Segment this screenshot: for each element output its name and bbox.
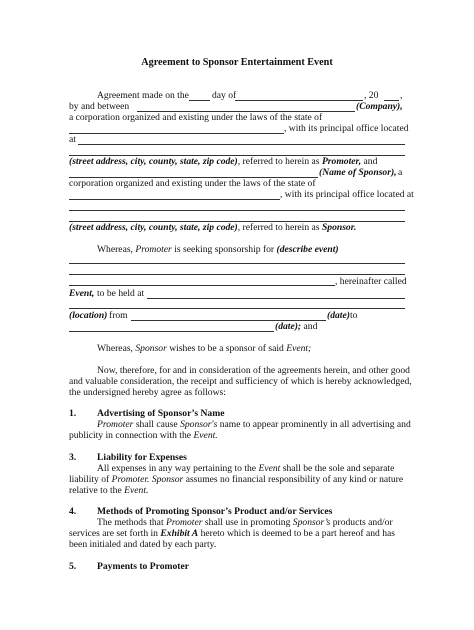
whereas-promoter-line: Whereas, Promoter is seeking sponsorship for (describe event) [97,244,339,255]
location-label: (location) [69,310,108,321]
hereinafter-text: , hereinafter called [335,276,407,287]
section-4-line-3: been initialed and dated by each party. [69,539,217,550]
section-4-number: 4. [69,506,77,517]
event-label: Event, [69,288,95,299]
whereas-sponsor-line: Whereas, Sponsor wishes to be a sponsor of said Event; [97,343,312,354]
address-line-2: (street address, city, county, state, zip code), referred to herein as Sponsor. [69,222,357,233]
blank-location-1 [147,298,405,299]
section-3-number: 3. [69,452,77,463]
blank-state-2 [69,199,280,200]
address-line-1: (street address, city, county, state, zip code), referred to herein as Promoter, and [69,156,378,167]
date-label-1: (date) [327,310,350,321]
corp-text-1: a corporation organized and existing under the laws of the state of [69,112,323,123]
blank-state-1 [69,133,284,134]
now-therefore-line-3: the undersigned hereby agree as follows: [69,387,226,398]
from-text: from [109,310,128,321]
year-prefix: , 20 [364,90,379,101]
blank-address-1 [78,144,405,145]
section-1-line-1: Promoter shall cause Sponsor's name to appear prominently in all advertising and [97,419,411,430]
now-therefore-line-1: Now, therefore, for and in consideration of the agreements herein, and other good [97,365,410,376]
by-between-text: by and between [69,101,130,112]
section-4-line-2: services are set forth in Exhibit A hereto which is deemed to be a part hereof and has [69,528,396,539]
company-label: (Company), [356,101,403,112]
blank-date-to [69,331,274,332]
section-1-number: 1. [69,408,77,419]
blank-month [235,100,363,101]
a-text: a [398,167,403,178]
principal-office-text-2: , with its principal office located at [280,189,414,200]
section-5-number: 5. [69,561,77,572]
section-1-line-2: publicity in connection with the Event. [69,430,218,441]
blank-day [189,100,210,101]
now-therefore-line-2: and valuable consideration, the receipt and sufficiency of which is hereby acknowledged, [69,376,412,387]
to-text: to [350,310,358,321]
section-3-heading: Liability for Expenses [97,452,187,463]
blank-address-2 [69,210,405,211]
section-3-line-1: All expenses in any way pertaining to the Event shall be the sole and separate [97,463,395,474]
section-5-heading: Payments to Promoter [97,561,189,572]
blank-event-2 [69,274,405,275]
document-title: Agreement to Sponsor Entertainment Event [141,57,333,68]
principal-office-text: , with its principal office located [284,123,409,134]
made-on-text: Agreement made on the [97,90,189,101]
blank-event-3 [69,285,335,286]
section-1-heading: Advertising of Sponsor’s Name [97,408,225,419]
section-4-line-1: The methods that Promoter shall use in promoting Sponsor’s products and/or [97,517,393,528]
section-3-line-2: liability of Promoter. Sponsor assumes no financial responsibility of any kind or nature [69,474,404,485]
date-to-line: (date); and [275,321,318,332]
held-at-text: to be held at [97,288,145,299]
section-4-heading: Methods of Promoting Sponsor’s Product and/or Services [97,506,333,517]
year-suffix: , [400,90,403,101]
corp-text-2: corporation organized and existing under the laws of the state of [69,178,316,189]
day-of-text: day of [212,90,237,101]
blank-event-1 [69,263,405,264]
section-3-line-3: relative to the Event. [69,485,149,496]
blank-location-2 [69,308,405,309]
at-text: at [69,134,76,145]
name-of-sponsor-label: (Name of Sponsor), [319,167,397,178]
